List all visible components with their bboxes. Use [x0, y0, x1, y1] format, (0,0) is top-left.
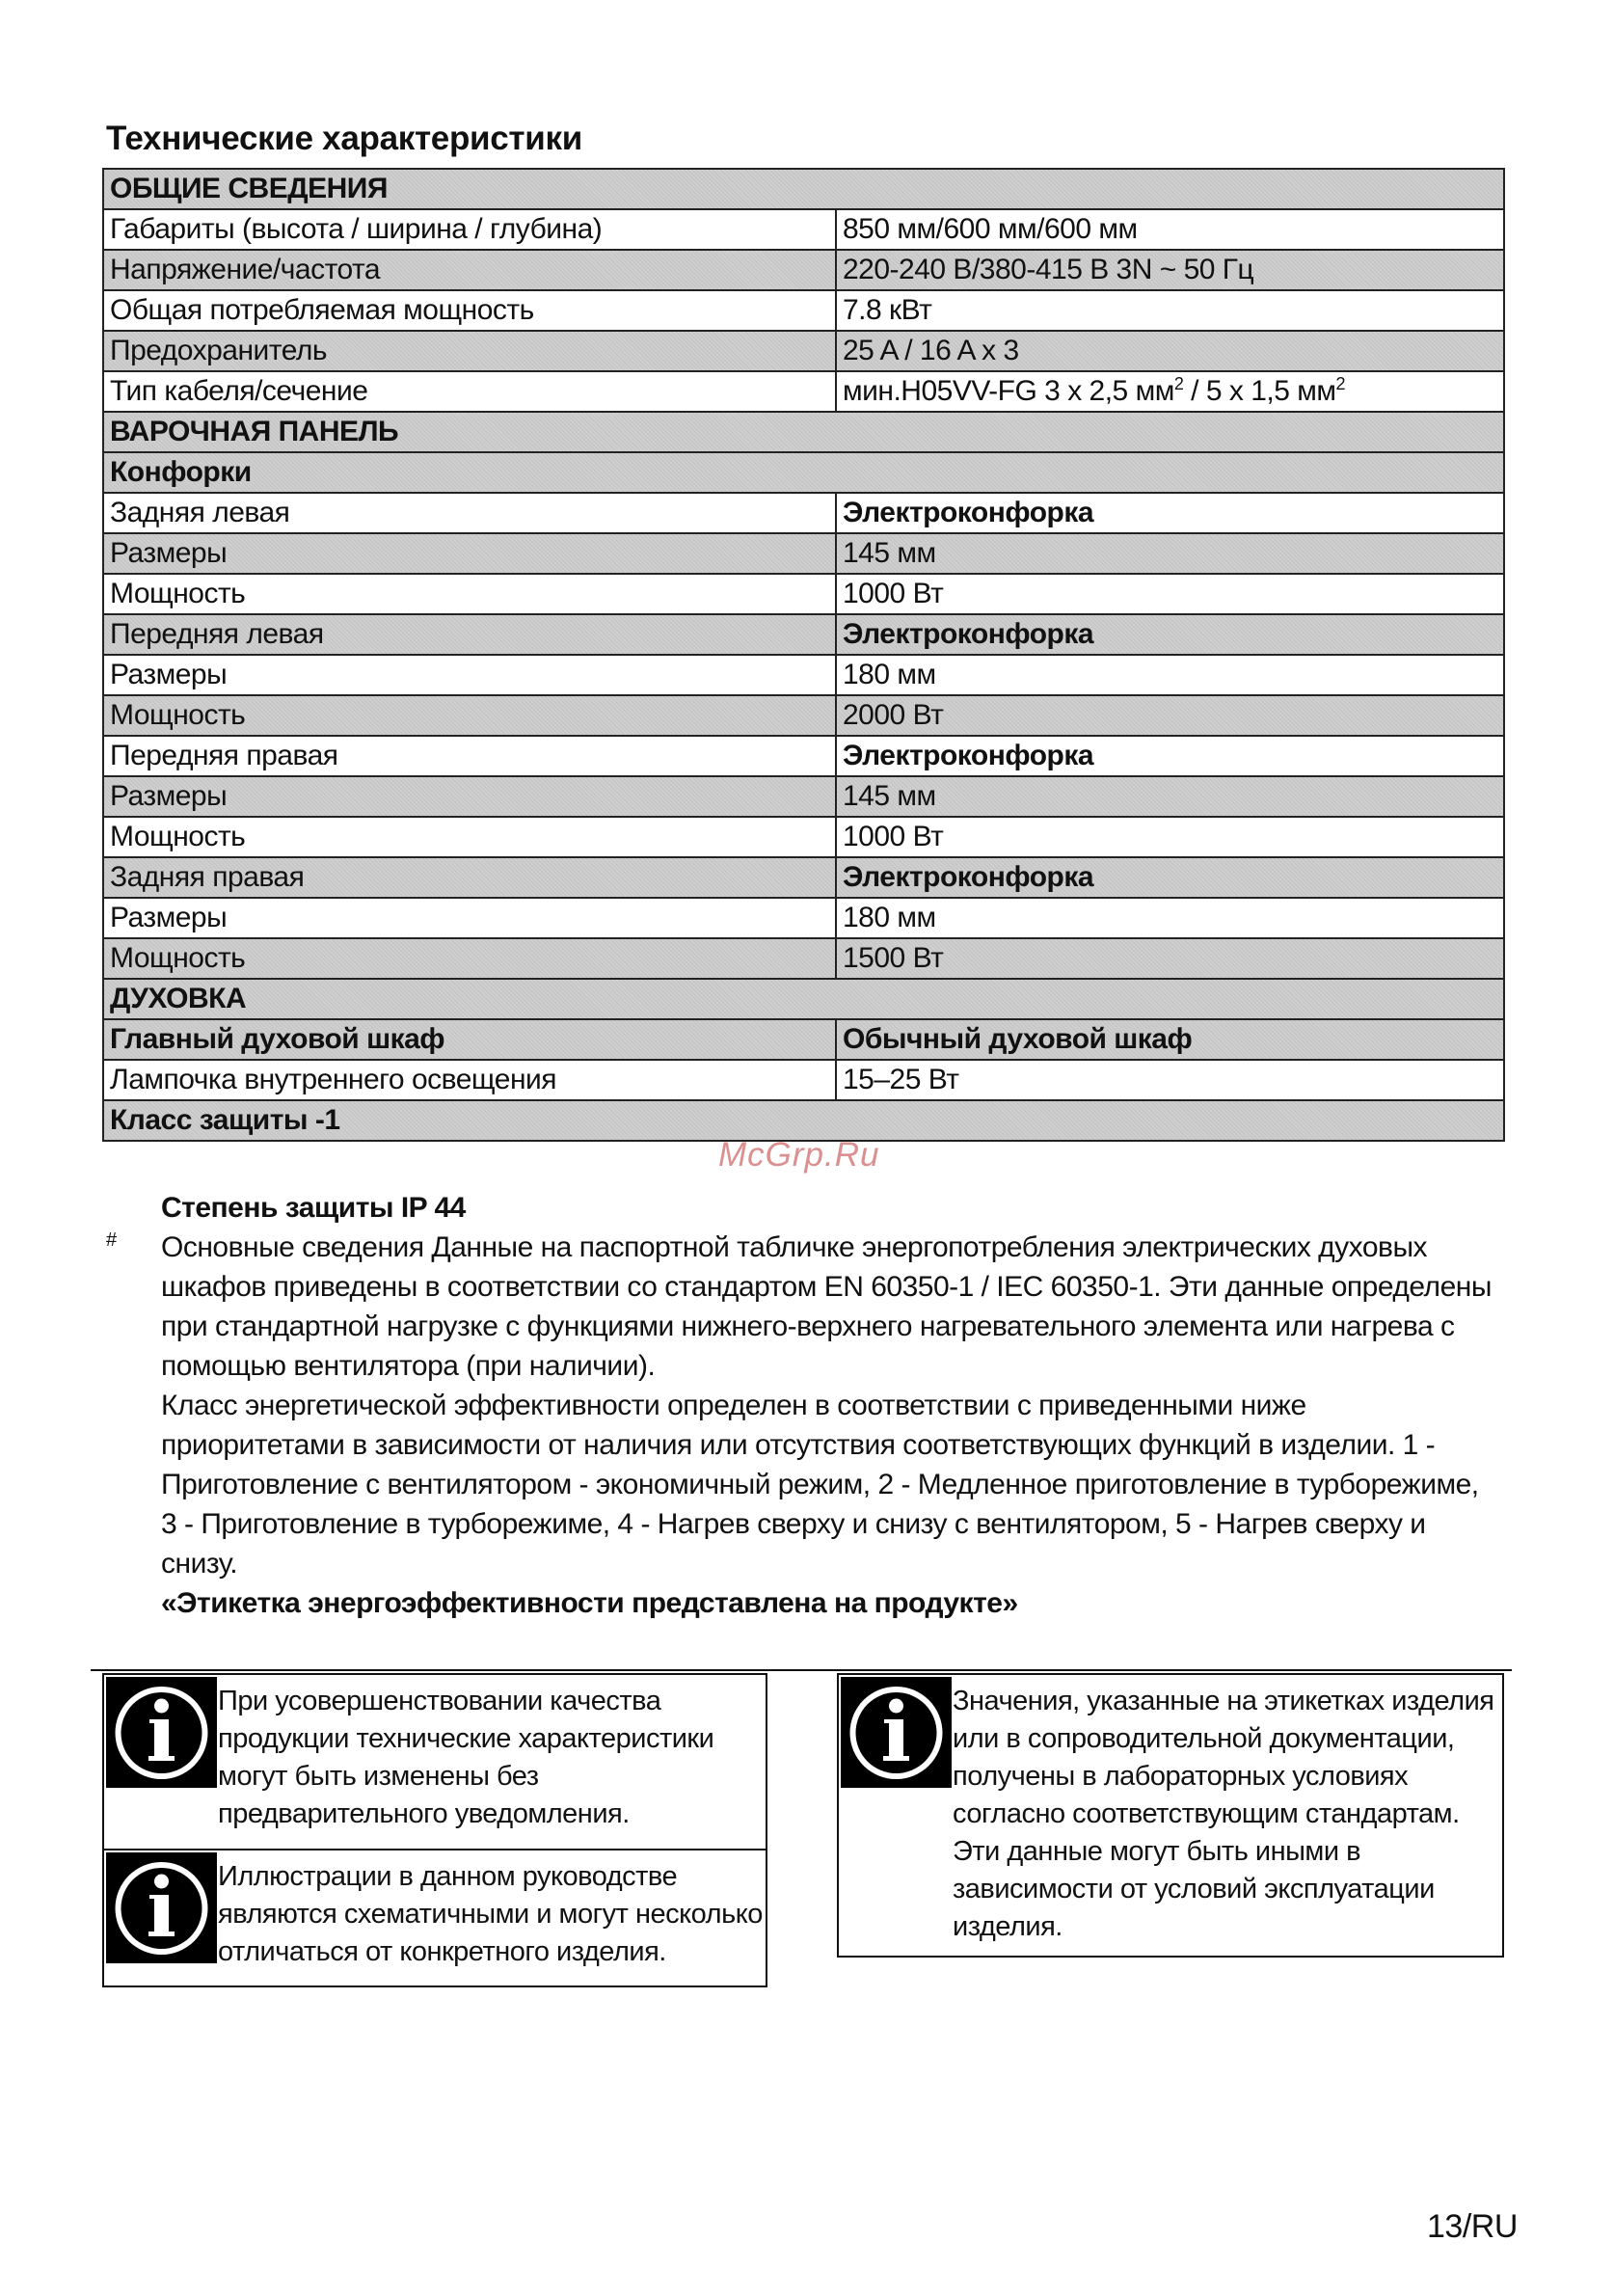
section-header: ДУХОВКА	[103, 979, 1504, 1019]
spec-value: 2000 Вт	[836, 695, 1504, 736]
superscript: 2	[1335, 374, 1345, 393]
table-row	[103, 979, 1504, 1019]
table-row	[103, 331, 1504, 371]
info-text-specs: При усовершенствовании качества продукции технические характеристики могут быть изменены без предварительного уведомления.	[218, 1686, 714, 1829]
spec-value: 145 мм	[836, 533, 1504, 574]
spec-value-part: мин.H05VV-FG 3 x 2,5 мм	[843, 375, 1174, 407]
info-box-right	[837, 1673, 1504, 1958]
table-row	[103, 857, 1504, 898]
spec-label: Мощность	[103, 817, 836, 857]
energy-class-paragraph: Класс энергетической эффективности определен в соответствии с приведенными ниже приоритетами в зависимости от наличия или отсутствия соответствующих функций в изделии. 1 - Приготовление с вентилятором - экономичный режим, 2 - Медленное приготовление в турборежиме, 3 - Приготовление в турборежиме, 4 - Нагрев сверху и снизу с вентилятором, 5 - Нагрев сверху и снизу.	[161, 1390, 1479, 1580]
spec-value: 1500 Вт	[836, 938, 1504, 979]
spec-value	[836, 371, 1504, 412]
energy-label-note: «Этикетка энергоэффективности представлена на продукте»	[161, 1587, 1018, 1619]
spec-value: Электроконфорка	[836, 736, 1504, 776]
table-row	[103, 412, 1504, 452]
table-row	[103, 736, 1504, 776]
spec-label: Размеры	[103, 776, 836, 817]
spec-label: Габариты (высота / ширина / глубина)	[103, 209, 836, 250]
spec-value: Обычный духовой шкаф	[836, 1019, 1504, 1060]
section-header: Класс защиты -1	[103, 1100, 1504, 1141]
spec-label: Передняя правая	[103, 736, 836, 776]
spec-value-part: / 5 x 1,5 мм	[1183, 375, 1336, 407]
spec-value: 850 мм/600 мм/600 мм	[836, 209, 1504, 250]
table-row	[103, 898, 1504, 938]
section-header: ОБЩИЕ СВЕДЕНИЯ	[103, 169, 1504, 209]
superscript: 2	[1173, 374, 1184, 393]
info-icon	[841, 1677, 952, 1788]
table-row	[103, 655, 1504, 695]
footnote-mark: #	[106, 1229, 118, 1251]
spec-label: Передняя левая	[103, 614, 836, 655]
table-row	[103, 938, 1504, 979]
spec-label: Задняя левая	[103, 493, 836, 533]
spec-value: Электроконфорка	[836, 614, 1504, 655]
section-divider	[91, 1669, 1512, 1671]
spec-value: Электроконфорка	[836, 493, 1504, 533]
info-icon	[106, 1852, 217, 1963]
spec-value: 15–25 Вт	[836, 1060, 1504, 1100]
spec-value: 25 A / 16 A x 3	[836, 331, 1504, 371]
table-row	[103, 533, 1504, 574]
info-notice-illustrations	[104, 1849, 766, 1985]
spec-label: Мощность	[103, 695, 836, 736]
table-row	[103, 371, 1504, 412]
spec-value: 7.8 кВт	[836, 290, 1504, 331]
table-row	[103, 695, 1504, 736]
spec-label: Предохранитель	[103, 331, 836, 371]
table-row	[103, 1019, 1504, 1060]
info-notice-values	[839, 1675, 1502, 1956]
info-icon	[106, 1677, 217, 1788]
spec-label: Мощность	[103, 574, 836, 614]
table-row	[103, 452, 1504, 493]
spec-label: Общая потребляемая мощность	[103, 290, 836, 331]
table-row	[103, 574, 1504, 614]
spec-value: 145 мм	[836, 776, 1504, 817]
page-number: 13/RU	[1427, 2208, 1518, 2245]
info-text-illustrations: Иллюстрации в данном руководстве являются схематичными и могут несколько отличаться от конкретного изделия.	[218, 1861, 763, 1967]
spec-label: Лампочка внутреннего освещения	[103, 1060, 836, 1100]
spec-table	[102, 168, 1505, 1142]
table-row	[103, 1060, 1504, 1100]
spec-label: Задняя правая	[103, 857, 836, 898]
spec-label: Тип кабеля/сечение	[103, 371, 836, 412]
table-row	[103, 290, 1504, 331]
table-row	[103, 776, 1504, 817]
table-row	[103, 169, 1504, 209]
table-row	[103, 493, 1504, 533]
spec-value: 1000 Вт	[836, 574, 1504, 614]
spec-value: 220-240 В/380-415 В 3N ~ 50 Гц	[836, 250, 1504, 290]
spec-label: Размеры	[103, 655, 836, 695]
notes-section	[161, 1188, 1492, 1623]
spec-label: Размеры	[103, 898, 836, 938]
energy-note-paragraph: Основные сведения Данные на паспортной табличке энергопотребления электрических духовых шкафов приведены в соответствии со стандартом EN 60350-1 / IEC 60350-1. Эти данные определены при стандартной нагрузке с функциями нижнего-верхнего нагревательного элемента или нагрева с помощью вентилятора (при наличии).	[161, 1231, 1492, 1382]
spec-value: 1000 Вт	[836, 817, 1504, 857]
info-text-values: Значения, указанные на этикетках изделия или в сопроводительной документации, получены в лабораторных условиях согласно соответствующим стандартам. Эти данные могут быть иными в зависимости от условий эксплуатации изделия.	[953, 1686, 1494, 1942]
table-row	[103, 250, 1504, 290]
spec-value: Электроконфорка	[836, 857, 1504, 898]
table-row	[103, 1100, 1504, 1141]
info-box-left	[102, 1673, 767, 1987]
table-row	[103, 614, 1504, 655]
protection-degree: Степень защиты IP 44	[161, 1192, 466, 1224]
spec-label: Главный духовой шкаф	[103, 1019, 836, 1060]
section-header: ВАРОЧНАЯ ПАНЕЛЬ	[103, 412, 1504, 452]
spec-value: 180 мм	[836, 898, 1504, 938]
info-notice-specs	[104, 1675, 766, 1849]
page-title: Технические характеристики	[106, 120, 582, 157]
table-row	[103, 817, 1504, 857]
table-row	[103, 209, 1504, 250]
spec-label: Напряжение/частота	[103, 250, 836, 290]
spec-label: Размеры	[103, 533, 836, 574]
section-header: Конфорки	[103, 452, 1504, 493]
spec-label: Мощность	[103, 938, 836, 979]
spec-value: 180 мм	[836, 655, 1504, 695]
watermark: McGrp.Ru	[718, 1136, 880, 1174]
